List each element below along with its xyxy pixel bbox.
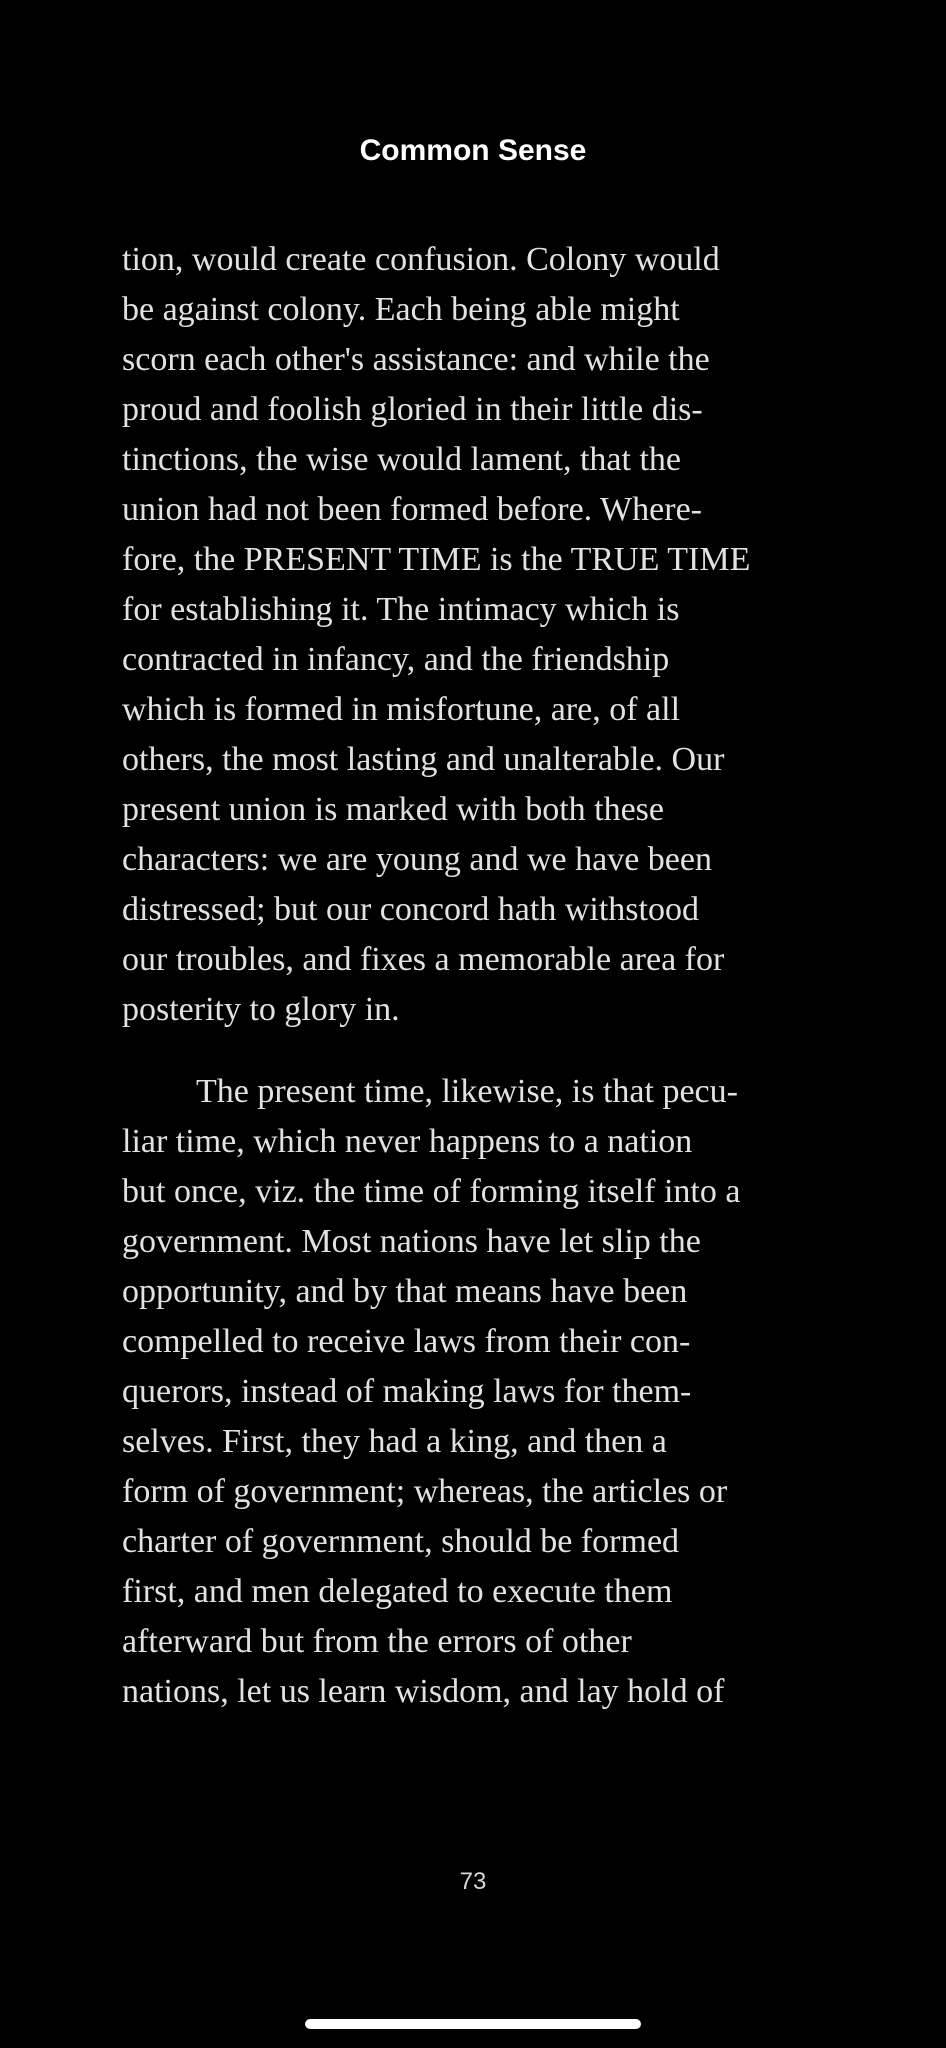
text-line: our troubles, and fixes a memorable area for <box>122 941 725 978</box>
text-line: which is formed in misfortune, are, of all <box>122 691 681 728</box>
text-line: afterward but from the errors of other <box>122 1623 632 1660</box>
book-title: Common Sense <box>359 134 587 167</box>
page-number: 73 <box>459 1868 487 1895</box>
text-line: querors, instead of making laws for them- <box>122 1373 692 1410</box>
text-line: The present time, likewise, is that pecu- <box>196 1073 738 1110</box>
reader-page[interactable] <box>122 235 882 1717</box>
paragraph-gap <box>122 1035 882 1067</box>
text-line: form of government; whereas, the articles or <box>122 1473 728 1510</box>
text-line: characters: we are young and we have been <box>122 841 712 878</box>
text-line: first, and men delegated to execute them <box>122 1573 673 1610</box>
text-line: tion, would create confusion. Colony would <box>122 241 720 278</box>
text-line: proud and foolish gloried in their little dis- <box>122 391 703 428</box>
text-line: opportunity, and by that means have been <box>122 1273 688 1310</box>
text-line: government. Most nations have let slip the <box>122 1223 701 1260</box>
text-line: be against colony. Each being able might <box>122 291 680 328</box>
text-line: selves. First, they had a king, and then a <box>122 1423 667 1460</box>
text-line: contracted in infancy, and the friendship <box>122 641 670 678</box>
text-line: nations, let us learn wisdom, and lay hold of <box>122 1673 725 1710</box>
paragraph-2 <box>122 1067 882 1717</box>
text-line: distressed; but our concord hath withstood <box>122 891 699 928</box>
text-line: for establishing it. The intimacy which is <box>122 591 680 628</box>
text-line: charter of government, should be formed <box>122 1523 680 1560</box>
text-line: scorn each other's assistance: and while the <box>122 341 710 378</box>
home-indicator[interactable] <box>305 2019 641 2029</box>
text-line: union had not been formed before. Where- <box>122 491 702 528</box>
paragraph-1 <box>122 235 882 1035</box>
text-line: others, the most lasting and unalterable. Our <box>122 741 725 778</box>
text-line: present union is marked with both these <box>122 791 665 828</box>
text-line: liar time, which never happens to a nation <box>122 1123 693 1160</box>
text-line: fore, the PRESENT TIME is the TRUE TIME <box>122 541 751 578</box>
text-line: tinctions, the wise would lament, that the <box>122 441 682 478</box>
text-line: but once, viz. the time of forming itself into a <box>122 1173 741 1210</box>
text-line: compelled to receive laws from their con- <box>122 1323 691 1360</box>
text-line: posterity to glory in. <box>122 991 400 1028</box>
